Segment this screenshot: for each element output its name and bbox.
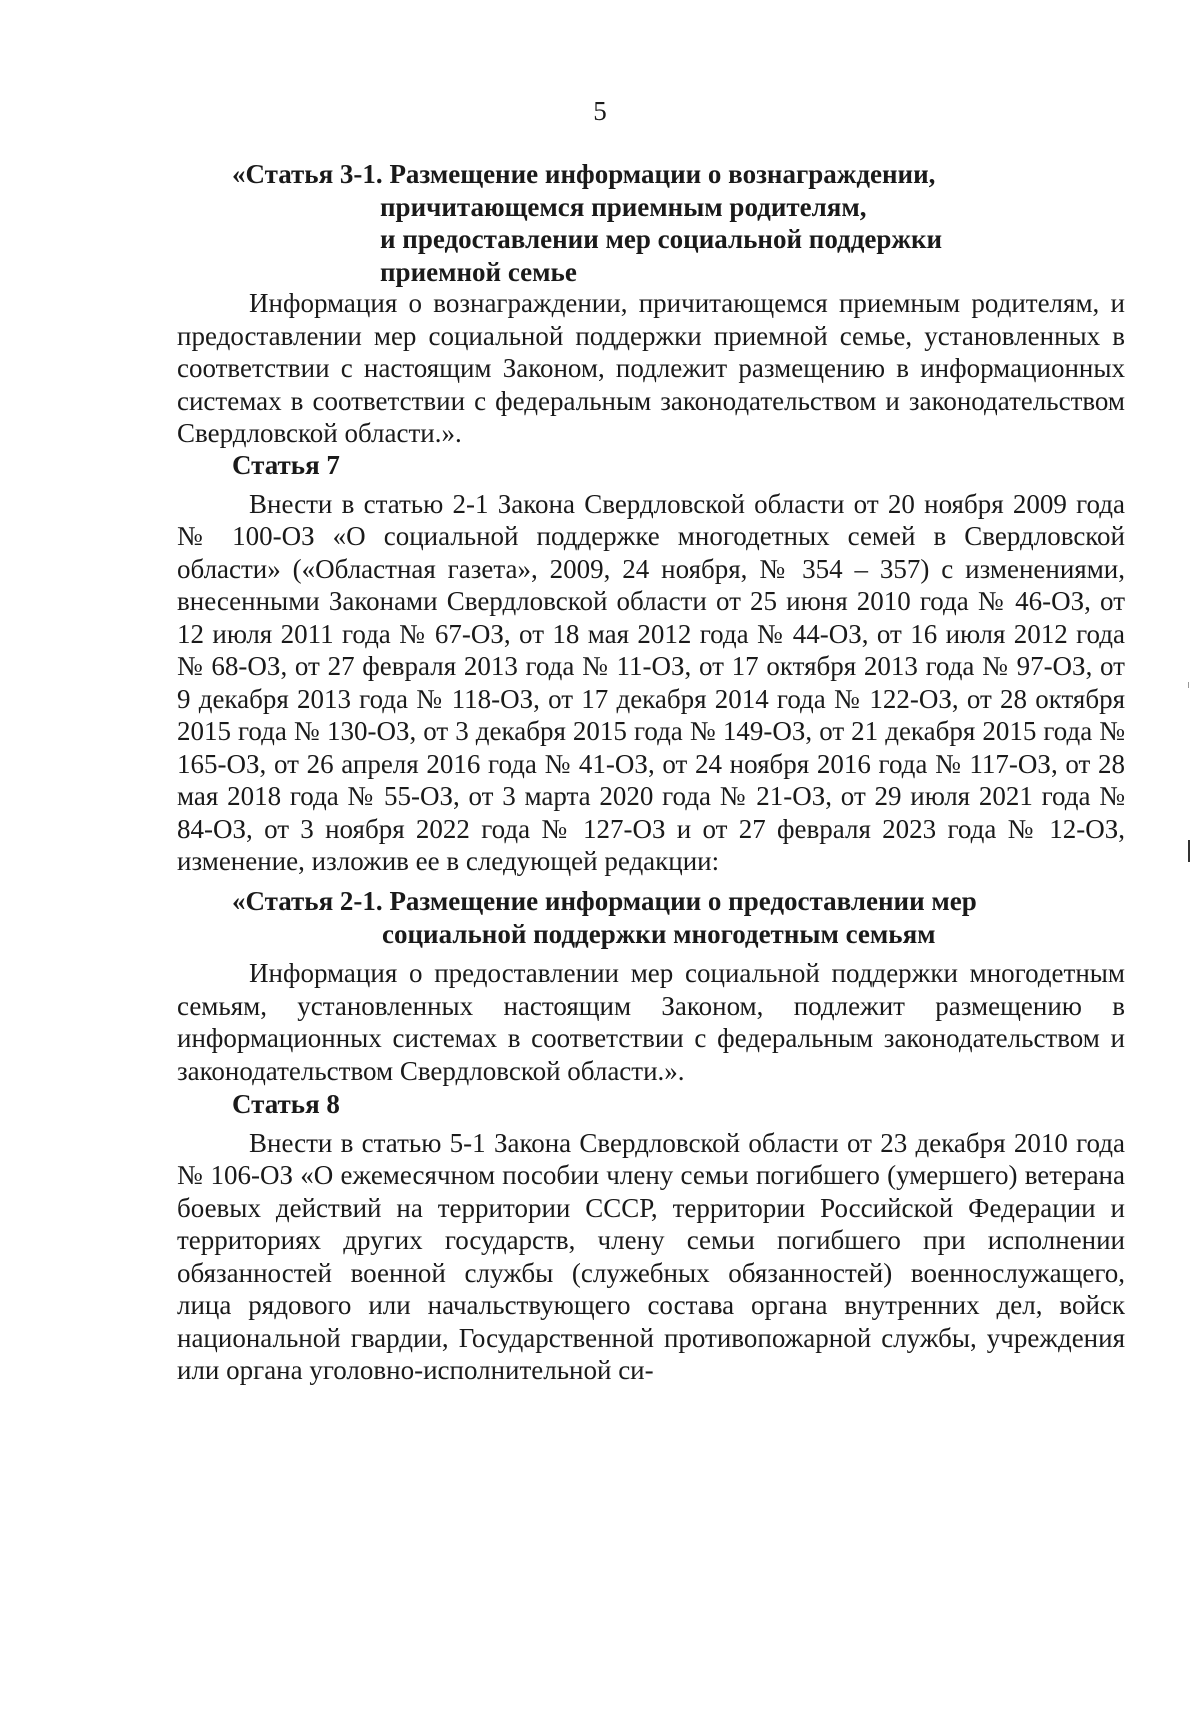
article-7-block xyxy=(177,449,1125,878)
article-8-body: Внести в статью 5-1 Закона Свердловской области от 23 декабря 2010 года № 106-ОЗ «О ежемесячном пособии члену семьи погибшего (умершего) ветерана боевых действий на территории СССР, территории Российской Федерации и территориях других государств, члену семьи погибшего при исполнении обязанностей военной службы (служебных обязанностей) военнослужащего, лица рядового или начальствующего состава органа внутренних дел, войск национальной гвардии, Государственной противопожарной службы, учреждения или органа уголовно-исполнительной си- xyxy=(177,1127,1125,1385)
section-3-1-body-block xyxy=(177,287,1125,450)
section-3-1-heading-rest xyxy=(380,191,942,289)
section-2-1-body: Информация о предоставлении мер социальной поддержки многодетным семьям, установленных настоящим Законом, подлежит размещению в информационных системах в соответствии с федеральным законодательством и законодательством Свердловской области.». xyxy=(177,958,1125,1086)
section-2-1-heading xyxy=(232,885,977,918)
scan-margin-line xyxy=(1188,840,1190,862)
article-7-body: Внести в статью 2-1 Закона Свердловской области от 20 ноября 2009 года № 100-ОЗ «О социальной поддержке многодетных семей в Свердловской области» («Областная газета», 2009, 24 ноября, № 354 – 357) с изменениями, внесенными Законами Свердловской области от 25 июня 2010 года № 46-ОЗ, от 12 июля 2011 года № 67-ОЗ, от 18 мая 2012 года № 44-ОЗ, от 16 июля 2012 года № 68-ОЗ, от 27 февраля 2013 года № 11-ОЗ, от 17 октября 2013 года № 97-ОЗ, от 9 декабря 2013 года № 118-ОЗ, от 17 декабря 2014 года № 122-ОЗ, от 28 октября 2015 года № 130-ОЗ, от 3 декабря 2015 года № 149-ОЗ, от 21 декабря 2015 года № 165-ОЗ, от 26 апреля 2016 года № 41-ОЗ, от 24 ноября 2016 года № 117-ОЗ, от 28 мая 2018 года № 55-ОЗ, от 3 марта 2020 года № 21-ОЗ, от 29 июля 2021 года № 84-ОЗ, от 3 ноября 2022 года № 127-ОЗ и от 27 февраля 2023 года № 12-ОЗ, изменение, изложив ее в следующей редакции: xyxy=(177,488,1125,876)
article-8-block xyxy=(177,1088,1125,1387)
section-2-1-body-block xyxy=(177,957,1125,1087)
section-3-1-heading-line-3: и предоставлении мер социальной поддержки xyxy=(380,224,943,254)
section-2-1-heading-line-1: Размещение информации о предоставлении мер xyxy=(389,886,977,916)
section-3-1-heading-line-1: Размещение информации о вознаграждении, xyxy=(389,159,936,189)
section-3-1-heading xyxy=(232,158,935,191)
section-3-1-heading-line-2: причитающемся приемным родителям, xyxy=(380,191,867,222)
section-3-1-heading-line-4: приемной семье xyxy=(380,256,577,287)
page-number: 5 xyxy=(593,96,607,126)
scan-margin-mark xyxy=(1188,682,1189,688)
section-3-1-prefix: «Статья 3-1. xyxy=(232,159,383,189)
article-8-title: Статья 8 xyxy=(232,1089,340,1119)
article-7-title: Статья 7 xyxy=(232,450,340,480)
section-2-1-heading-rest xyxy=(382,918,936,951)
section-3-1-body: Информация о вознаграждении, причитающемся приемным родителям, и предоставлении мер социальной поддержки приемной семье, установленных в соответствии с настоящим Законом, подлежит размещению в информационных системах в соответствии с федеральным законодательством и законодательством Свердловской области.». xyxy=(177,288,1125,448)
section-2-1-prefix: «Статья 2-1. xyxy=(232,886,383,916)
section-2-1-heading-line-2: социальной поддержки многодетным семьям xyxy=(382,918,936,949)
